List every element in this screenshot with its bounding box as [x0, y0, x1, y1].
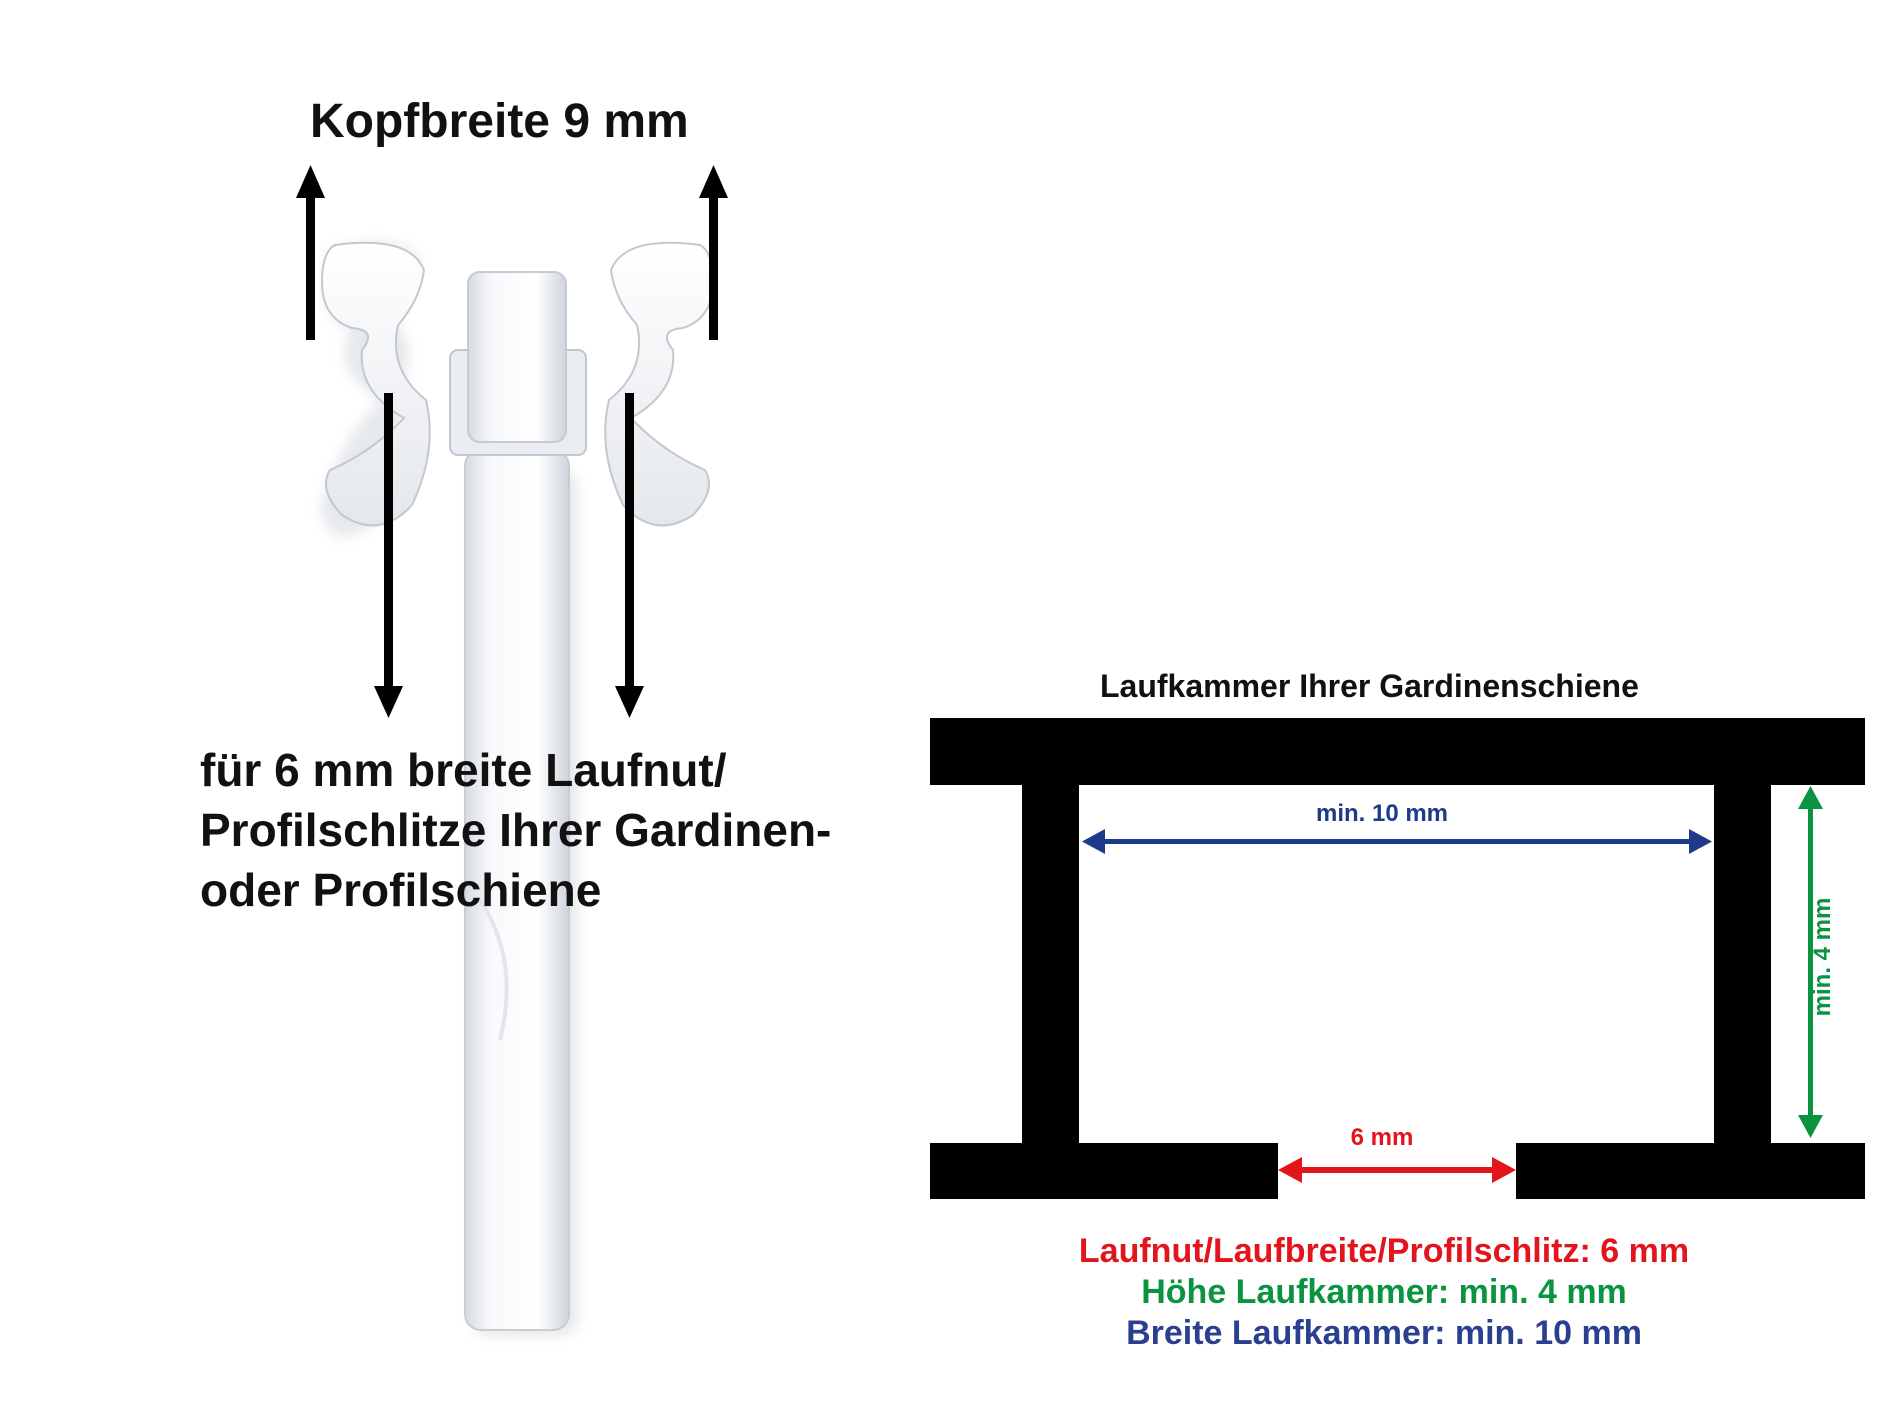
- slot-description-line-3: oder Profilschiene: [200, 864, 602, 916]
- dim-width-text: min. 10 mm: [1315, 800, 1449, 827]
- profile-left-wall: [1022, 780, 1079, 1150]
- dim-height-label: min. 4 mm: [1809, 897, 1836, 1017]
- profile-top-bar: [930, 718, 1865, 785]
- profile-bottom-right-bar: [1516, 1143, 1865, 1199]
- legend-slot: Laufnut/Laufbreite/Profilschlitz: 6 mm: [1078, 1232, 1690, 1270]
- profile-bottom-left-bar: [930, 1143, 1278, 1199]
- slot-description-line-1: für 6 mm breite Laufnut/: [200, 744, 727, 796]
- head-width-label: Kopfbreite 9 mm: [310, 95, 689, 148]
- dim-slot-arrow: [1278, 1157, 1516, 1183]
- slot-description: [200, 740, 831, 920]
- dim-slot-text: 6 mm: [1350, 1124, 1414, 1151]
- dim-width-arrow: [1082, 829, 1712, 854]
- slot-description-line-2: Profilschlitze Ihrer Gardinen-: [200, 804, 832, 856]
- profile-right-wall: [1714, 780, 1771, 1150]
- arrow-up-left-icon: [296, 165, 325, 340]
- legend-height: Höhe Laufkammer: min. 4 mm: [1141, 1273, 1627, 1311]
- chamber-title: Laufkammer Ihrer Gardinenschiene: [1100, 668, 1639, 704]
- legend-width: Breite Laufkammer: min. 10 mm: [1126, 1314, 1642, 1352]
